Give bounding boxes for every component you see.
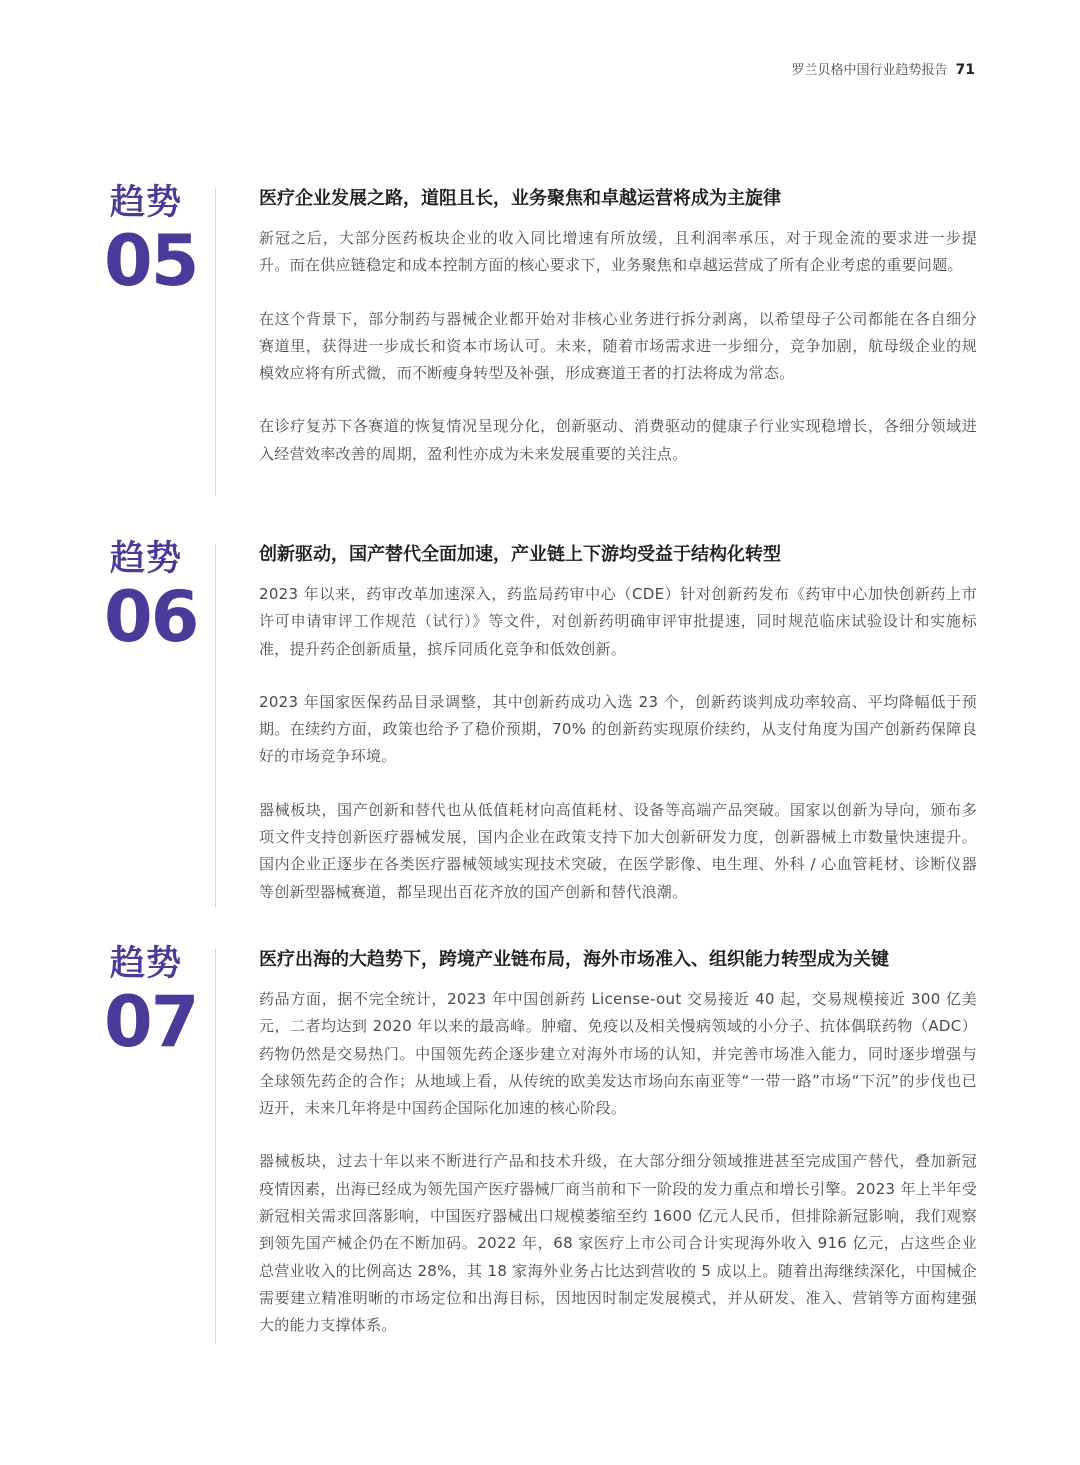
section-divider (215, 544, 216, 907)
trend-number: 06 (104, 576, 198, 658)
trend-content (259, 185, 977, 494)
trend-title: 医疗企业发展之路，道阻且长，业务聚焦和卓越运营将成为主旋律 (259, 188, 781, 209)
trend-word: 趋势 (110, 539, 183, 579)
trend-number: 07 (104, 981, 198, 1063)
running-header (792, 59, 976, 78)
trend-label (104, 183, 204, 302)
trend-label (104, 539, 204, 658)
section-divider (215, 188, 216, 496)
paragraph: 新冠之后，大部分医药板块企业的收入同比增速有所放缓，且利润率承压，对于现金流的要求进一步提升。而在供应链稳定和成本控制方面的核心要求下，业务聚焦和卓越运营成了所有企业考虑的重要问题。 (259, 229, 977, 275)
page-number: 71 (955, 62, 975, 78)
paragraph: 在这个背景下，部分制药与器械企业都开始对非核心业务进行拆分剥离，以希望母子公司都能在各自细分赛道里，获得进一步成长和资本市场认可。未来，随着市场需求进一步细分，竞争加剧，航母级企业的规模效应将有所式微，而不断瘦身转型及补强，形成赛道王者的打法将成为常态。 (259, 309, 977, 383)
section-divider (215, 949, 216, 1344)
paragraph: 在诊疗复苏下各赛道的恢复情况呈现分化，创新驱动、消费驱动的健康子行业实现稳增长，各细分领域进入经营效率改善的周期，盈利性亦成为未来发展重要的关注点。 (259, 417, 977, 463)
trend-label (104, 944, 204, 1063)
trend-word: 趋势 (110, 944, 183, 984)
paragraph: 器械板块，国产创新和替代也从低值耗材向高值耗材、设备等高端产品突破。国家以创新为导向，颁布多项文件支持创新医疗器械发展，国内企业在政策支持下加大创新研发力度，创新器械上市数量快速提升。国内企业正逐步在各类医疗器械领域实现技术突破，在医学影像、电生理、外科 / 心血管耗材、诊断仪器等创新型器械赛道，都呈现出百花齐放的国产创新和替代浪潮。 (259, 800, 977, 901)
paragraph: 药品方面，据不完全统计，2023 年中国创新药 License-out 交易接近 40 起，交易规模接近 300 亿美元，二者均达到 2020 年以来的最高峰。肿瘤、免疫以及相关慢病领域的小分子、抗体偶联药物（ADC）药物仍然是交易热门。中国领先药企逐步建立对海外市场的认知，并完善市场准入能力，同时逐步增强与全球领先药企的合作；从地域上看，从传统的欧美发达市场向东南亚等“一带一路”市场“下沉”的步伐也已迈开，未来几年将是中国药企国际化加速的核心阶段。 (259, 990, 977, 1118)
trend-content (259, 946, 977, 1366)
trend-title: 医疗出海的大趋势下，跨境产业链布局，海外市场准入、组织能力转型成为关键 (259, 949, 889, 970)
paragraph: 2023 年以来，药审改革加速深入，药监局药审中心（CDE）针对创新药发布《药审中心加快创新药上市许可申请审评工作规范（试行）》等文件，对创新药明确审评审批提速，同时规范临床试验设计和实施标准，提升药企创新质量，摈斥同质化竞争和低效创新。 (259, 585, 977, 658)
paragraph: 2023 年国家医保药品目录调整，其中创新药成功入选 23 个，创新药谈判成功率较高、平均降幅低于预期。在续约方面，政策也给予了稳价预期，70% 的创新药实现原价续约，从支付角度为国产创新药保障良好的市场竞争环境。 (259, 692, 977, 766)
report-title: 罗兰贝格中国行业趋势报告 (791, 63, 948, 78)
trend-number: 05 (104, 220, 198, 302)
trend-title: 创新驱动，国产替代全面加速，产业链上下游均受益于结构化转型 (259, 544, 781, 565)
trend-word: 趋势 (110, 183, 183, 223)
paragraph: 器械板块，过去十年以来不断进行产品和技术升级，在大部分细分领域推进甚至完成国产替代，叠加新冠疫情因素，出海已经成为领先国产医疗器械厂商当前和下一阶段的发力重点和增长引擎。2023 年上半年受新冠相关需求回落影响，中国医疗器械出口规模萎缩至约 1600 亿元人民币，但排除新冠影响，我们观察到领先国产械企仍在不断加码。2022 年，68 家医疗上市公司合计实现海外收入 916 亿元，占这些企业总营业收入的比例高达 28%，其 18 家海外业务占比达到营收的 5 成以上。随着出海继续深化，中国械企需要建立精准明晰的市场定位和出海目标，因地因时制定发展模式，并从研发、准入、营销等方面构建强大的能力支撑体系。 (259, 1152, 977, 1335)
trend-content (259, 541, 977, 932)
